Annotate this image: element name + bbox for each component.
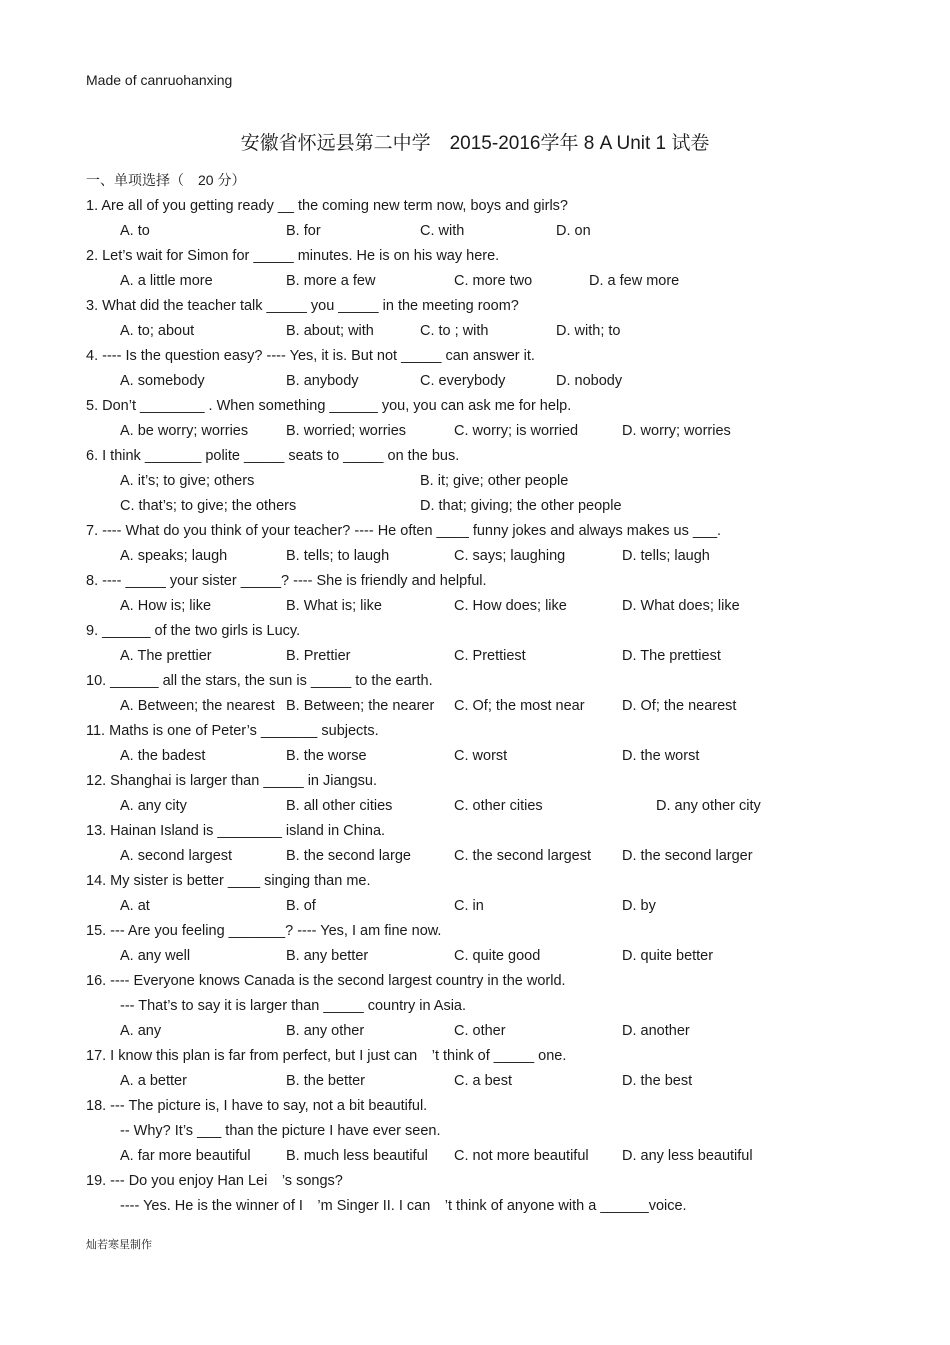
- option-c: C. other: [454, 1023, 506, 1039]
- options-row: [86, 544, 886, 569]
- question-stem: 3. What did the teacher talk _____ you _____ in the meeting room?: [86, 298, 519, 314]
- option-c: C. everybody: [420, 373, 506, 389]
- options-row: [86, 469, 886, 494]
- option-d: D. the worst: [622, 748, 700, 764]
- question-7: [86, 519, 886, 569]
- option-d: D. What does; like: [622, 598, 740, 614]
- question-stem: 16. ---- Everyone knows Canada is the second largest country in the world.: [86, 973, 566, 989]
- option-b: B. it; give; other people: [420, 473, 569, 489]
- option-b: B. anybody: [286, 373, 359, 389]
- option-c: C. with: [420, 223, 465, 239]
- option-d: D. the second larger: [622, 848, 753, 864]
- option-b: B. the better: [286, 1073, 365, 1089]
- options-row: [86, 944, 886, 969]
- question-list: [86, 194, 886, 1219]
- question-8: [86, 569, 886, 619]
- question-5: [86, 394, 886, 444]
- option-c: C. that’s; to give; the others: [120, 498, 297, 514]
- question-dialogue-line: --- That’s to say it is larger than _____ country in Asia.: [120, 998, 467, 1014]
- header-note: Made of canruohanxing: [86, 72, 233, 88]
- option-b: B. worried; worries: [286, 423, 407, 439]
- question-stem: 1. Are all of you getting ready __ the coming new term now, boys and girls?: [86, 198, 568, 214]
- question-14: [86, 869, 886, 919]
- question-dialogue-line: -- Why? It’s ___ than the picture I have ever seen.: [120, 1123, 441, 1139]
- option-b: B. of: [286, 898, 316, 914]
- question-stem: 14. My sister is better ____ singing than me.: [86, 873, 371, 889]
- question-1: [86, 194, 886, 244]
- option-d: D. that; giving; the other people: [420, 498, 622, 514]
- question-dialogue-line: ---- Yes. He is the winner of I ’m Singer II. I can ’t think of anyone with a ______voice.: [120, 1198, 687, 1214]
- options-row: [86, 419, 886, 444]
- option-a: A. somebody: [120, 373, 205, 389]
- option-a: A. How is; like: [120, 598, 212, 614]
- question-stem: 15. --- Are you feeling _______? ---- Yes, I am fine now.: [86, 923, 442, 939]
- question-18: [86, 1094, 886, 1169]
- option-b: B. all other cities: [286, 798, 393, 814]
- question-stem: 9. ______ of the two girls is Lucy.: [86, 623, 301, 639]
- options-row: [86, 219, 886, 244]
- option-b: B. more a few: [286, 273, 376, 289]
- question-stem: 18. --- The picture is, I have to say, not a bit beautiful.: [86, 1098, 428, 1114]
- options-row: [86, 694, 886, 719]
- options-row: [86, 844, 886, 869]
- option-a: A. a little more: [120, 273, 213, 289]
- question-stem: 5. Don’t ________ . When something ______ you, you can ask me for help.: [86, 398, 572, 414]
- option-a: A. speaks; laugh: [120, 548, 228, 564]
- section-heading: 一、单项选择（ 20 分）: [86, 172, 246, 188]
- question-stem: 7. ---- What do you think of your teacher? ---- He often ____ funny jokes and always makes us ___.: [86, 523, 722, 539]
- question-13: [86, 819, 886, 869]
- question-2: [86, 244, 886, 294]
- options-row: [86, 369, 886, 394]
- options-row: [86, 1069, 886, 1094]
- option-a: A. to; about: [120, 323, 195, 339]
- option-a: A. be worry; worries: [120, 423, 249, 439]
- option-d: D. The prettiest: [622, 648, 721, 664]
- option-c: C. more two: [454, 273, 533, 289]
- option-c: C. in: [454, 898, 484, 914]
- option-b: B. What is; like: [286, 598, 382, 614]
- question-stem: 19. --- Do you enjoy Han Lei ’s songs?: [86, 1173, 343, 1189]
- option-a: A. the badest: [120, 748, 206, 764]
- option-d: D. any less beautiful: [622, 1148, 753, 1164]
- question-stem: 2. Let’s wait for Simon for _____ minutes. He is on his way here.: [86, 248, 500, 264]
- option-a: A. The prettier: [120, 648, 212, 664]
- option-b: B. the second large: [286, 848, 411, 864]
- options-row: [86, 894, 886, 919]
- option-d: D. quite better: [622, 948, 714, 964]
- option-a: A. to: [120, 223, 150, 239]
- options-row: [86, 644, 886, 669]
- option-d: D. the best: [622, 1073, 693, 1089]
- option-d: D. tells; laugh: [622, 548, 710, 564]
- option-c: C. not more beautiful: [454, 1148, 589, 1164]
- option-d: D. by: [622, 898, 656, 914]
- question-12: [86, 769, 886, 819]
- option-c: C. Of; the most near: [454, 698, 585, 714]
- option-b: B. any other: [286, 1023, 365, 1039]
- option-a: A. far more beautiful: [120, 1148, 251, 1164]
- footer-note: 灿若寒星制作: [86, 1239, 152, 1251]
- option-a: A. any: [120, 1023, 162, 1039]
- question-stem: 4. ---- Is the question easy? ---- Yes, it is. But not _____ can answer it.: [86, 348, 535, 364]
- option-b: B. Between; the nearer: [286, 698, 435, 714]
- question-3: [86, 294, 886, 344]
- question-stem: 12. Shanghai is larger than _____ in Jiangsu.: [86, 773, 378, 789]
- options-row: [86, 494, 886, 519]
- question-19: [86, 1169, 886, 1219]
- option-b: B. about; with: [286, 323, 374, 339]
- option-d: D. worry; worries: [622, 423, 731, 439]
- question-stem: 11. Maths is one of Peter’s _______ subjects.: [86, 723, 379, 739]
- options-row: [86, 319, 886, 344]
- option-c: C. Prettiest: [454, 648, 526, 664]
- page-title: 安徽省怀远县第二中学 2015-2016学年 8 A Unit 1 试卷: [240, 133, 710, 154]
- option-a: A. Between; the nearest: [120, 698, 275, 714]
- option-d: D. nobody: [556, 373, 623, 389]
- option-d: D. another: [622, 1023, 690, 1039]
- option-d: D. any other city: [656, 798, 761, 814]
- option-a: A. second largest: [120, 848, 233, 864]
- question-stem: 8. ---- _____ your sister _____? ---- She is friendly and helpful.: [86, 573, 487, 589]
- option-a: A. it’s; to give; others: [120, 473, 255, 489]
- options-row: [86, 744, 886, 769]
- options-row: [86, 1019, 886, 1044]
- option-a: A. a better: [120, 1073, 187, 1089]
- option-c: C. to ; with: [420, 323, 489, 339]
- option-c: C. quite good: [454, 948, 541, 964]
- options-row: [86, 594, 886, 619]
- question-4: [86, 344, 886, 394]
- option-d: D. on: [556, 223, 591, 239]
- question-15: [86, 919, 886, 969]
- option-d: D. with; to: [556, 323, 621, 339]
- option-c: C. worry; is worried: [454, 423, 579, 439]
- option-b: B. much less beautiful: [286, 1148, 428, 1164]
- question-9: [86, 619, 886, 669]
- option-a: A. at: [120, 898, 150, 914]
- question-stem: 10. ______ all the stars, the sun is _____ to the earth.: [86, 673, 433, 689]
- option-c: C. the second largest: [454, 848, 592, 864]
- question-stem: 13. Hainan Island is ________ island in China.: [86, 823, 386, 839]
- options-row: [86, 1144, 886, 1169]
- option-b: B. tells; to laugh: [286, 548, 390, 564]
- question-16: [86, 969, 886, 1044]
- option-a: A. any well: [120, 948, 191, 964]
- option-d: D. Of; the nearest: [622, 698, 737, 714]
- question-10: [86, 669, 886, 719]
- option-c: C. How does; like: [454, 598, 567, 614]
- question-stem: 17. I know this plan is far from perfect, but I just can ’t think of _____ one.: [86, 1048, 567, 1064]
- options-row: [86, 794, 886, 819]
- option-b: B. any better: [286, 948, 369, 964]
- option-b: B. for: [286, 223, 321, 239]
- option-d: D. a few more: [589, 273, 680, 289]
- option-b: B. Prettier: [286, 648, 351, 664]
- option-c: C. a best: [454, 1073, 513, 1089]
- option-a: A. any city: [120, 798, 187, 814]
- question-11: [86, 719, 886, 769]
- option-c: C. worst: [454, 748, 508, 764]
- options-row: [86, 269, 886, 294]
- question-stem: 6. I think _______ polite _____ seats to _____ on the bus.: [86, 448, 460, 464]
- question-6: [86, 444, 886, 519]
- option-b: B. the worse: [286, 748, 367, 764]
- option-c: C. other cities: [454, 798, 543, 814]
- option-c: C. says; laughing: [454, 548, 566, 564]
- question-17: [86, 1044, 886, 1094]
